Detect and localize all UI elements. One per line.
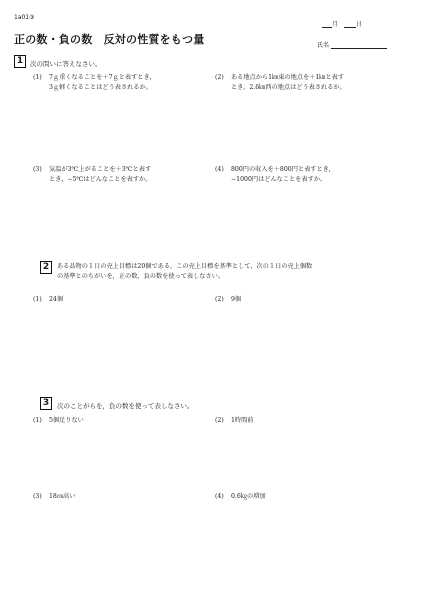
month-label: 月: [332, 21, 339, 28]
question-number: (2): [215, 296, 224, 303]
question-number: (2): [215, 74, 224, 81]
question-text-cont: −1000円はどんなことを表すか。: [231, 176, 327, 183]
question-number: (1): [33, 296, 42, 303]
question-number: (1): [33, 417, 42, 424]
worksheet-code: 1a01③: [14, 14, 35, 21]
question-number: (4): [215, 493, 224, 500]
question-3-4: [215, 492, 266, 502]
question-number: (4): [215, 166, 224, 173]
name-label: 氏名: [317, 42, 330, 49]
question-text: 18㎝高い: [49, 493, 76, 500]
question-text-cont: とき，2.6㎞西の地点はどう表されるか。: [231, 84, 346, 91]
question-1-3: [33, 165, 151, 185]
question-number: (2): [215, 417, 224, 424]
instruction-line: の基準とのちがいを，正の数，負の数を使って表しなさい。: [57, 273, 225, 280]
question-1-1: [33, 73, 156, 93]
name-field: [317, 40, 387, 49]
question-text: 0.6㎏の増加: [231, 493, 266, 500]
question-1-4: [215, 165, 335, 185]
name-line: [331, 42, 387, 49]
question-text-cont: とき，−5℃はどんなことを表すか。: [49, 176, 152, 183]
page-title: 正の数・負の数 反対の性質をもつ量: [14, 33, 205, 46]
day-blank: [344, 21, 356, 28]
section-2-number-box: 2: [40, 261, 52, 274]
question-text-cont: 3ｇ軽くなることはどう表されるか。: [49, 84, 152, 91]
section-3-number-box: 3: [40, 397, 52, 410]
question-number: (1): [33, 74, 42, 81]
question-text: 5個足りない: [49, 417, 84, 424]
question-text: 9個: [231, 296, 242, 303]
question-2-1: [33, 295, 63, 305]
question-text: 1時間前: [231, 417, 254, 424]
question-number: (3): [33, 493, 42, 500]
question-text: 気温が3℃上がることを＋3℃と表す: [49, 166, 152, 173]
question-text: 7ｇ重くなることを＋7ｇと表すとき，: [49, 74, 156, 81]
section-3-instruction: 次のことがらを，負の数を使って表しなさい。: [57, 402, 194, 410]
instruction-line: ある品物の１日の売上目標は20個である。この売上目標を基準として，次の１日の売上個数: [57, 263, 313, 270]
question-3-2: [215, 416, 254, 426]
question-1-2: [215, 73, 346, 93]
question-3-3: [33, 492, 75, 502]
date-field: [322, 19, 362, 28]
section-2-instruction: [57, 262, 312, 282]
question-number: (3): [33, 166, 42, 173]
question-text: ある地点から1㎞東の地点を＋1㎞と表す: [231, 74, 345, 81]
question-3-1: [33, 416, 84, 426]
section-1-instruction: 次の問いに答えなさい。: [30, 60, 102, 68]
day-label: 日: [355, 21, 362, 28]
section-1-number-box: 1: [14, 55, 26, 68]
question-text: 800円の収入を＋800円と表すとき，: [231, 166, 335, 173]
month-blank: [322, 21, 332, 28]
question-text: 24個: [49, 296, 64, 303]
question-2-2: [215, 295, 241, 305]
